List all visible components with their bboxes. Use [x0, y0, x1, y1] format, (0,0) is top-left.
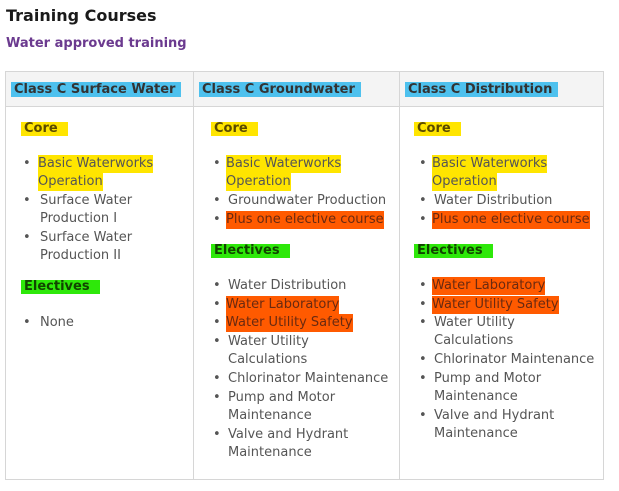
bullet: •: [23, 156, 31, 171]
list-item: Groundwater Production: [228, 193, 387, 208]
section-heading-electives: Electives: [211, 244, 290, 258]
bullet: •: [419, 193, 427, 208]
list-item: Calculations: [228, 352, 308, 367]
bullet: •: [419, 352, 427, 367]
bullet: •: [419, 297, 427, 312]
list-item: Basic Waterworks: [432, 156, 548, 171]
list-item: Chlorinator Maintenance: [434, 352, 595, 367]
list-item: Valve and Hydrant: [434, 408, 555, 423]
list-item: Chlorinator Maintenance: [228, 371, 389, 386]
bullet: •: [23, 315, 31, 330]
list-item: Surface Water: [40, 193, 133, 208]
list-item: Valve and Hydrant: [228, 427, 349, 442]
list-item: Water Utility Safety: [226, 315, 353, 330]
list-item: Production II: [40, 248, 121, 263]
bullet: •: [419, 371, 427, 386]
list-item: Water Laboratory: [432, 278, 546, 293]
column-header-distribution: Class C Distribution: [405, 82, 558, 97]
list-item: Basic Waterworks: [38, 156, 154, 171]
list-item: Plus one elective course: [432, 212, 590, 227]
bullet: •: [213, 390, 221, 405]
column-divider: [193, 72, 194, 479]
list-item: Maintenance: [434, 426, 518, 441]
list-item: Operation: [432, 174, 497, 189]
bullet: •: [419, 408, 427, 423]
column-divider: [399, 72, 400, 479]
bullet: •: [213, 371, 221, 386]
section-heading-core: Core: [21, 122, 68, 136]
section-heading-electives: Electives: [21, 280, 100, 294]
list-item: Surface Water: [40, 230, 133, 245]
column-header-groundwater: Class C Groundwater: [199, 82, 361, 97]
list-item: Water Utility: [434, 315, 515, 330]
bullet: •: [213, 278, 221, 293]
section-heading-electives: Electives: [414, 244, 493, 258]
bullet: •: [419, 156, 427, 171]
list-item: None: [40, 315, 74, 330]
bullet: •: [213, 334, 221, 349]
section-heading-core: Core: [414, 122, 461, 136]
bullet: •: [213, 297, 221, 312]
list-item: Operation: [38, 174, 103, 189]
list-item: Plus one elective course: [226, 212, 384, 227]
bullet: •: [213, 193, 221, 208]
bullet: •: [419, 315, 427, 330]
bullet: •: [419, 212, 427, 227]
list-item: Maintenance: [228, 445, 312, 460]
list-item: Maintenance: [228, 408, 312, 423]
list-item: Water Distribution: [228, 278, 347, 293]
list-item: Basic Waterworks: [226, 156, 342, 171]
list-item: Pump and Motor: [228, 390, 336, 405]
page-title: Training Courses: [6, 6, 157, 25]
list-item: Calculations: [434, 333, 514, 348]
page-subtitle: Water approved training: [6, 36, 187, 51]
list-item: Water Distribution: [434, 193, 553, 208]
bullet: •: [23, 193, 31, 208]
section-heading-core: Core: [211, 122, 258, 136]
bullet: •: [23, 230, 31, 245]
list-item: Maintenance: [434, 389, 518, 404]
bullet: •: [213, 315, 221, 330]
column-header-surface-water: Class C Surface Water: [11, 82, 181, 97]
courses-table: [5, 71, 604, 480]
list-item: Water Laboratory: [226, 297, 340, 312]
bullet: •: [419, 278, 427, 293]
bullet: •: [213, 156, 221, 171]
list-item: Operation: [226, 174, 291, 189]
bullet: •: [213, 212, 221, 227]
list-item: Water Utility Safety: [432, 297, 559, 312]
list-item: Pump and Motor: [434, 371, 542, 386]
list-item: Production I: [40, 211, 118, 226]
list-item: Water Utility: [228, 334, 309, 349]
bullet: •: [213, 427, 221, 442]
